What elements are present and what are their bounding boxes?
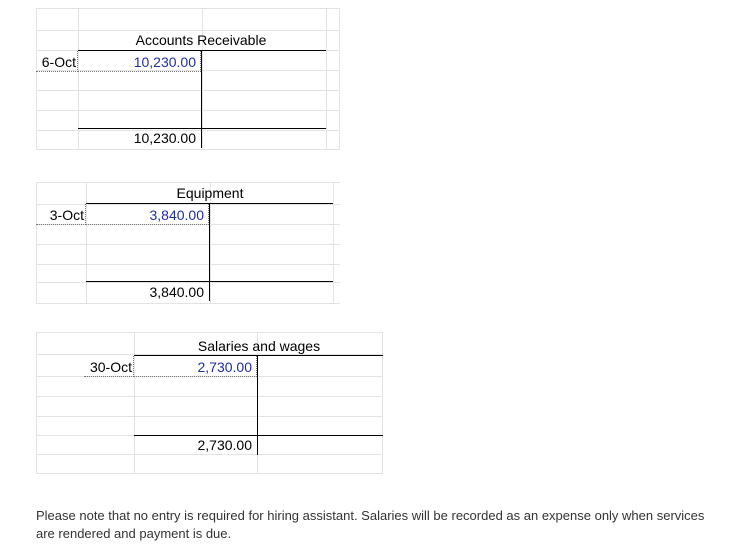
entry-date: 30-Oct bbox=[89, 359, 132, 375]
account-title: Equipment bbox=[176, 185, 244, 201]
t-center-rule bbox=[209, 203, 210, 301]
account-title: Accounts Receivable bbox=[135, 32, 267, 48]
t-total-rule bbox=[78, 128, 326, 129]
total-amount: 3,840.00 bbox=[149, 284, 204, 300]
t-center-rule bbox=[257, 355, 258, 455]
debit-amount: 10,230.00 bbox=[133, 54, 196, 70]
entry-date: 3-Oct bbox=[49, 207, 84, 223]
total-amount: 10,230.00 bbox=[133, 130, 196, 146]
account-title: Salaries and wages bbox=[197, 338, 321, 354]
t-center-rule bbox=[201, 50, 202, 148]
debit-amount: 2,730.00 bbox=[197, 359, 252, 375]
total-amount: 2,730.00 bbox=[197, 437, 252, 453]
entry-date: 6-Oct bbox=[41, 54, 76, 70]
debit-amount: 3,840.00 bbox=[149, 207, 204, 223]
explanatory-note: Please note that no entry is required for hiring assistant. Salaries will be recorded as an expense only when services are rendered and payment is due. bbox=[36, 508, 705, 541]
t-total-rule bbox=[86, 281, 333, 282]
t-total-rule bbox=[134, 435, 383, 436]
